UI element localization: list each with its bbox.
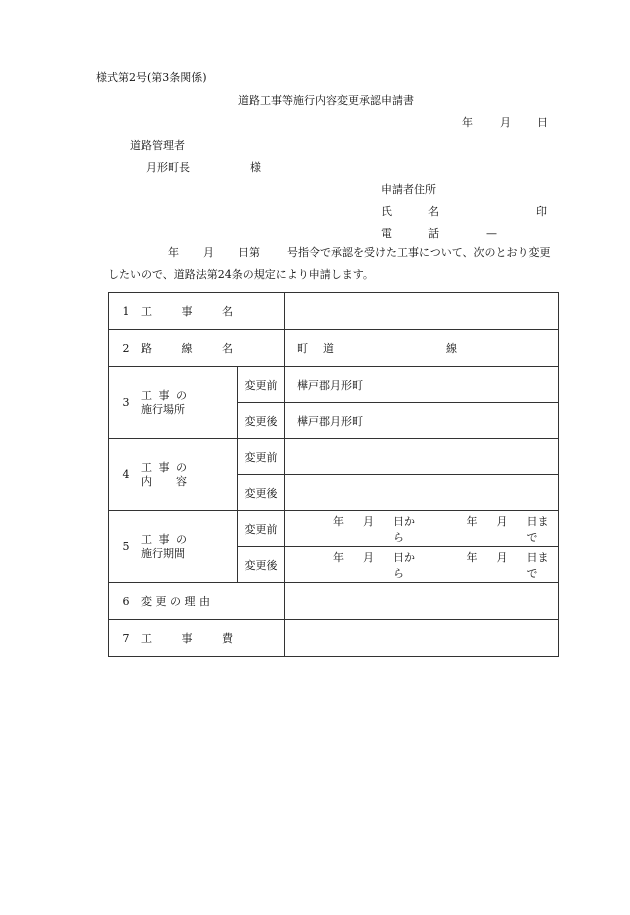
label-char: 工	[141, 460, 152, 474]
date-month: 月	[500, 116, 511, 129]
route-name-value[interactable]	[285, 330, 559, 367]
application-table	[108, 292, 559, 657]
date-day: 日	[537, 116, 548, 129]
before-change-label: 変更前	[238, 439, 285, 475]
period-month: 月	[363, 550, 374, 564]
content-after-value[interactable]	[285, 475, 559, 511]
row-number: 1	[122, 304, 130, 318]
applicant-name-label-2: 名	[428, 205, 439, 218]
period-from: 日から	[393, 514, 415, 544]
town-road-char: 道	[323, 342, 334, 355]
body-month: 月	[203, 246, 214, 259]
period-after-value[interactable]	[285, 547, 559, 583]
date-year: 年	[462, 116, 473, 129]
site-before-text: 樺戸郡月形町	[297, 378, 363, 392]
row-number: 2	[122, 341, 130, 355]
period-year: 年	[466, 514, 478, 528]
addressee-honorific: 様	[250, 161, 261, 174]
label-char: 事	[158, 460, 170, 474]
town-road-char: 町	[297, 342, 308, 355]
document-title: 道路工事等施行内容変更承認申請書	[238, 94, 414, 107]
applicant-phone-label-2: 話	[428, 227, 439, 240]
form-number: 様式第2号(第3条関係)	[96, 71, 207, 84]
after-change-label: 変更後	[238, 475, 285, 511]
after-change-label: 変更後	[238, 403, 285, 439]
row-number: 7	[122, 631, 130, 645]
period-year: 年	[333, 550, 344, 564]
label-text: 施行場所	[141, 402, 185, 416]
phone-dash: —	[486, 227, 497, 240]
site-after-text: 樺戸郡月形町	[297, 414, 363, 428]
site-before-value[interactable]	[285, 367, 559, 403]
row-number: 5	[122, 540, 130, 553]
table-row	[109, 583, 559, 620]
period-year: 年	[466, 550, 478, 564]
body-line2: したいので、道路法第24条の規定により申請します。	[108, 268, 374, 281]
label-char: の	[176, 532, 187, 546]
row-number: 3	[122, 396, 130, 409]
work-name-value[interactable]	[285, 293, 559, 330]
applicant-name-label-1: 氏	[381, 205, 392, 218]
before-change-label: 変更前	[238, 367, 285, 403]
content-before-value[interactable]	[285, 439, 559, 475]
site-after-value[interactable]	[285, 403, 559, 439]
table-row	[109, 367, 559, 403]
addressee-name: 月形町長	[146, 161, 190, 174]
label-char: 事	[158, 532, 170, 546]
label-char: 名	[222, 342, 233, 355]
table-row	[109, 330, 559, 367]
label-char: 工	[141, 388, 152, 402]
label-char: 工	[141, 532, 152, 546]
after-change-label: 変更後	[238, 547, 285, 583]
route-name-label	[109, 330, 285, 367]
before-change-label: 変更前	[238, 511, 285, 547]
addressee-role: 道路管理者	[130, 139, 185, 152]
construction-period-label	[109, 511, 238, 583]
body-line1-rest: 号指令で承認を受けた工事について、次のとおり変更	[287, 246, 551, 259]
change-reason-value[interactable]	[285, 583, 559, 620]
label-char: 事	[181, 632, 193, 645]
label-text: 施行期間	[141, 546, 185, 560]
table-row	[109, 620, 559, 657]
table-row	[109, 439, 559, 475]
label-char: 路	[141, 342, 152, 355]
construction-cost-value[interactable]	[285, 620, 559, 657]
seal-mark: 印	[536, 205, 547, 218]
body-year: 年	[168, 246, 179, 259]
period-month: 月	[496, 514, 508, 528]
label-char: 事	[158, 388, 170, 402]
period-from: 日から	[393, 550, 415, 580]
table-row	[109, 511, 559, 547]
construction-cost-label	[109, 620, 285, 657]
period-month: 月	[363, 514, 374, 528]
label-char: 事	[181, 305, 193, 318]
change-reason-label	[109, 583, 285, 620]
label-char: 容	[176, 474, 187, 488]
applicant-phone-label-1: 電	[381, 227, 392, 240]
label-char: 工	[141, 632, 152, 645]
construction-content-label	[109, 439, 238, 511]
work-name-label	[109, 293, 285, 330]
route-suffix: 線	[446, 342, 457, 355]
label-char: 費	[222, 632, 233, 645]
period-to: 日まで	[526, 550, 549, 580]
period-before-value[interactable]	[285, 511, 559, 547]
period-to: 日まで	[526, 514, 549, 544]
label-char: 内	[141, 474, 152, 488]
label-char: 工	[141, 305, 152, 318]
body-day: 日第	[238, 246, 260, 259]
period-month: 月	[496, 550, 508, 564]
row-number: 6	[122, 594, 130, 608]
applicant-address-label: 申請者住所	[381, 183, 436, 196]
period-year: 年	[333, 514, 344, 528]
label-char: 線	[181, 342, 193, 355]
label-text: 変 更 の 理 由	[141, 595, 210, 608]
construction-site-label	[109, 367, 238, 439]
label-char: の	[176, 460, 187, 474]
table-row	[109, 293, 559, 330]
label-char: 名	[222, 305, 233, 318]
label-char: の	[176, 388, 187, 402]
row-number: 4	[122, 468, 130, 481]
